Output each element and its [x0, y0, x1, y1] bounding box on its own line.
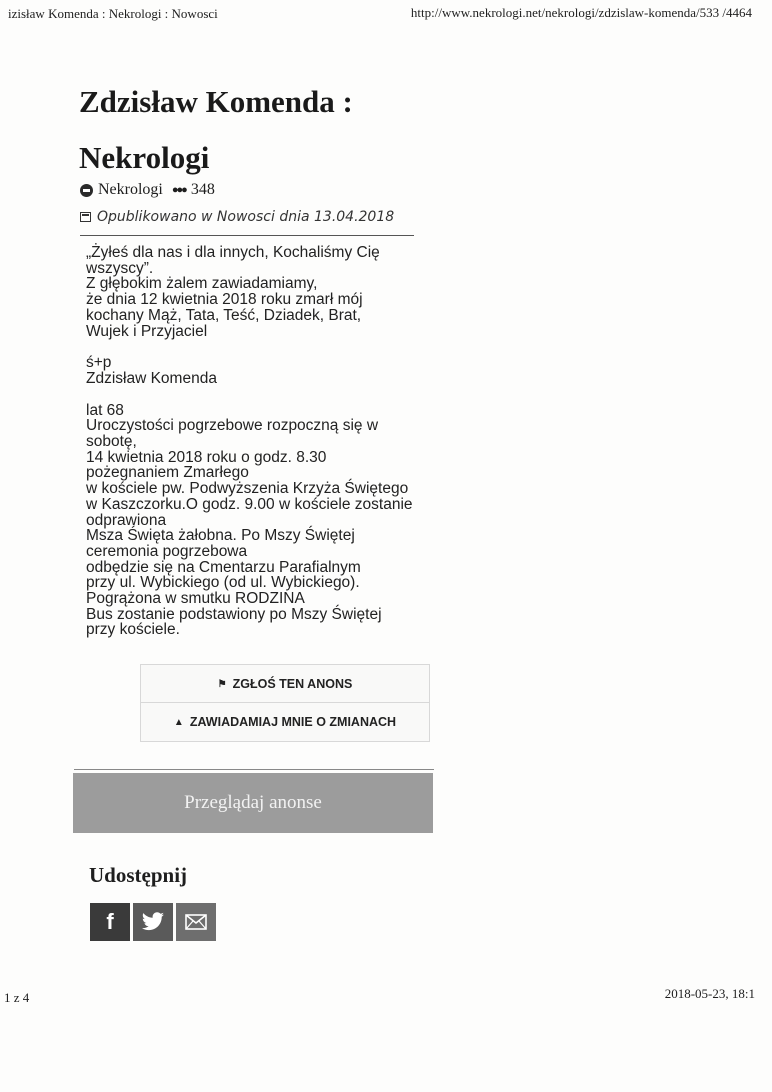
print-datetime: 2018-05-23, 18:1 — [664, 986, 755, 1001]
view-count: 348 — [190, 181, 215, 198]
text-line: pożegnaniem Zmarłego — [86, 464, 249, 482]
text-line: w kościele pw. Podwyższenia Krzyża Świętego — [86, 480, 409, 498]
share-title: Udostępnij — [89, 863, 188, 887]
text-line: sobotę, — [86, 433, 137, 451]
facebook-icon[interactable]: f — [90, 903, 130, 941]
text-line: ceremonia pogrzebowa — [86, 542, 248, 560]
share-icons — [90, 903, 216, 941]
category-icon — [80, 184, 93, 197]
mail-icon[interactable] — [176, 903, 216, 941]
published-text: Opublikowano w Nowosci dnia 13.04.2018 — [97, 209, 395, 225]
text-line: wszyscy”. — [86, 259, 154, 277]
report-button[interactable] — [140, 664, 430, 704]
published-info — [80, 209, 394, 225]
notify-button[interactable] — [140, 702, 430, 742]
twitter-bird-glyph — [141, 912, 165, 932]
users-icon: ●●● — [171, 184, 186, 196]
text-line: kochany Mąż, Tata, Teść, Dziadek, Brat, — [86, 306, 362, 324]
twitter-icon[interactable] — [133, 903, 173, 941]
bell-icon: ▲ — [173, 716, 184, 728]
text-line: odbędzie się na Cmentarzu Parafialnym — [86, 558, 361, 576]
calendar-icon — [80, 212, 91, 222]
divider — [80, 235, 414, 236]
print-url: http://www.nekrologi.net/nekrologi/zdzislaw-komenda/533 /4464 — [410, 5, 752, 20]
meta-row — [80, 181, 215, 199]
page-title: Zdzisław Komenda : Nekrologi — [79, 84, 353, 175]
text-line: lat 68 — [86, 401, 124, 419]
divider — [74, 769, 434, 770]
text-line: Wujek i Przyjaciel — [86, 322, 208, 340]
flag-icon: ⚑ — [217, 678, 227, 690]
browse-ads-button[interactable]: Przeglądaj anonse — [73, 773, 433, 833]
notify-button-label: ZAWIADAMIAJ MNIE O ZMIANACH — [189, 715, 397, 729]
text-line: przy ul. Wybickiego (od ul. Wybickiego). — [86, 574, 360, 592]
obituary-text — [86, 245, 426, 638]
report-button-label: ZGŁOŚ TEN ANONS — [232, 677, 353, 691]
text-line: Pogrążona w smutku RODZINA — [86, 590, 305, 608]
envelope-glyph — [185, 914, 207, 930]
text-line: przy kościele. — [86, 621, 180, 639]
text-line: „Żyłeś dla nas i dla innych, Kochaliśmy Cię — [86, 244, 380, 261]
text-line: że dnia 12 kwietnia 2018 roku zmarł mój — [86, 291, 363, 309]
print-page-title: izisław Komenda : Nekrologi : Nowosci — [8, 6, 218, 21]
text-line: odprawiona — [86, 511, 167, 529]
text-line: Bus zostanie podstawiony po Mszy Świętej — [86, 605, 382, 623]
text-line: w Kaszczorku.O godz. 9.00 w kościele zostanie — [86, 495, 413, 513]
text-line: ś+p — [86, 354, 112, 372]
text-line: Zdzisław Komenda — [86, 369, 217, 387]
text-line: Uroczystości pogrzebowe rozpoczną się w — [86, 417, 379, 435]
text-line: Msza Święta żałobna. Po Mszy Świętej — [86, 527, 355, 545]
text-line: Z głębokim żalem zawiadamiamy, — [86, 275, 318, 293]
category-link[interactable]: Nekrologi — [98, 181, 163, 198]
text-line: 14 kwietnia 2018 roku o godz. 8.30 — [86, 448, 327, 466]
print-page-number: 1 z 4 — [4, 990, 30, 1005]
